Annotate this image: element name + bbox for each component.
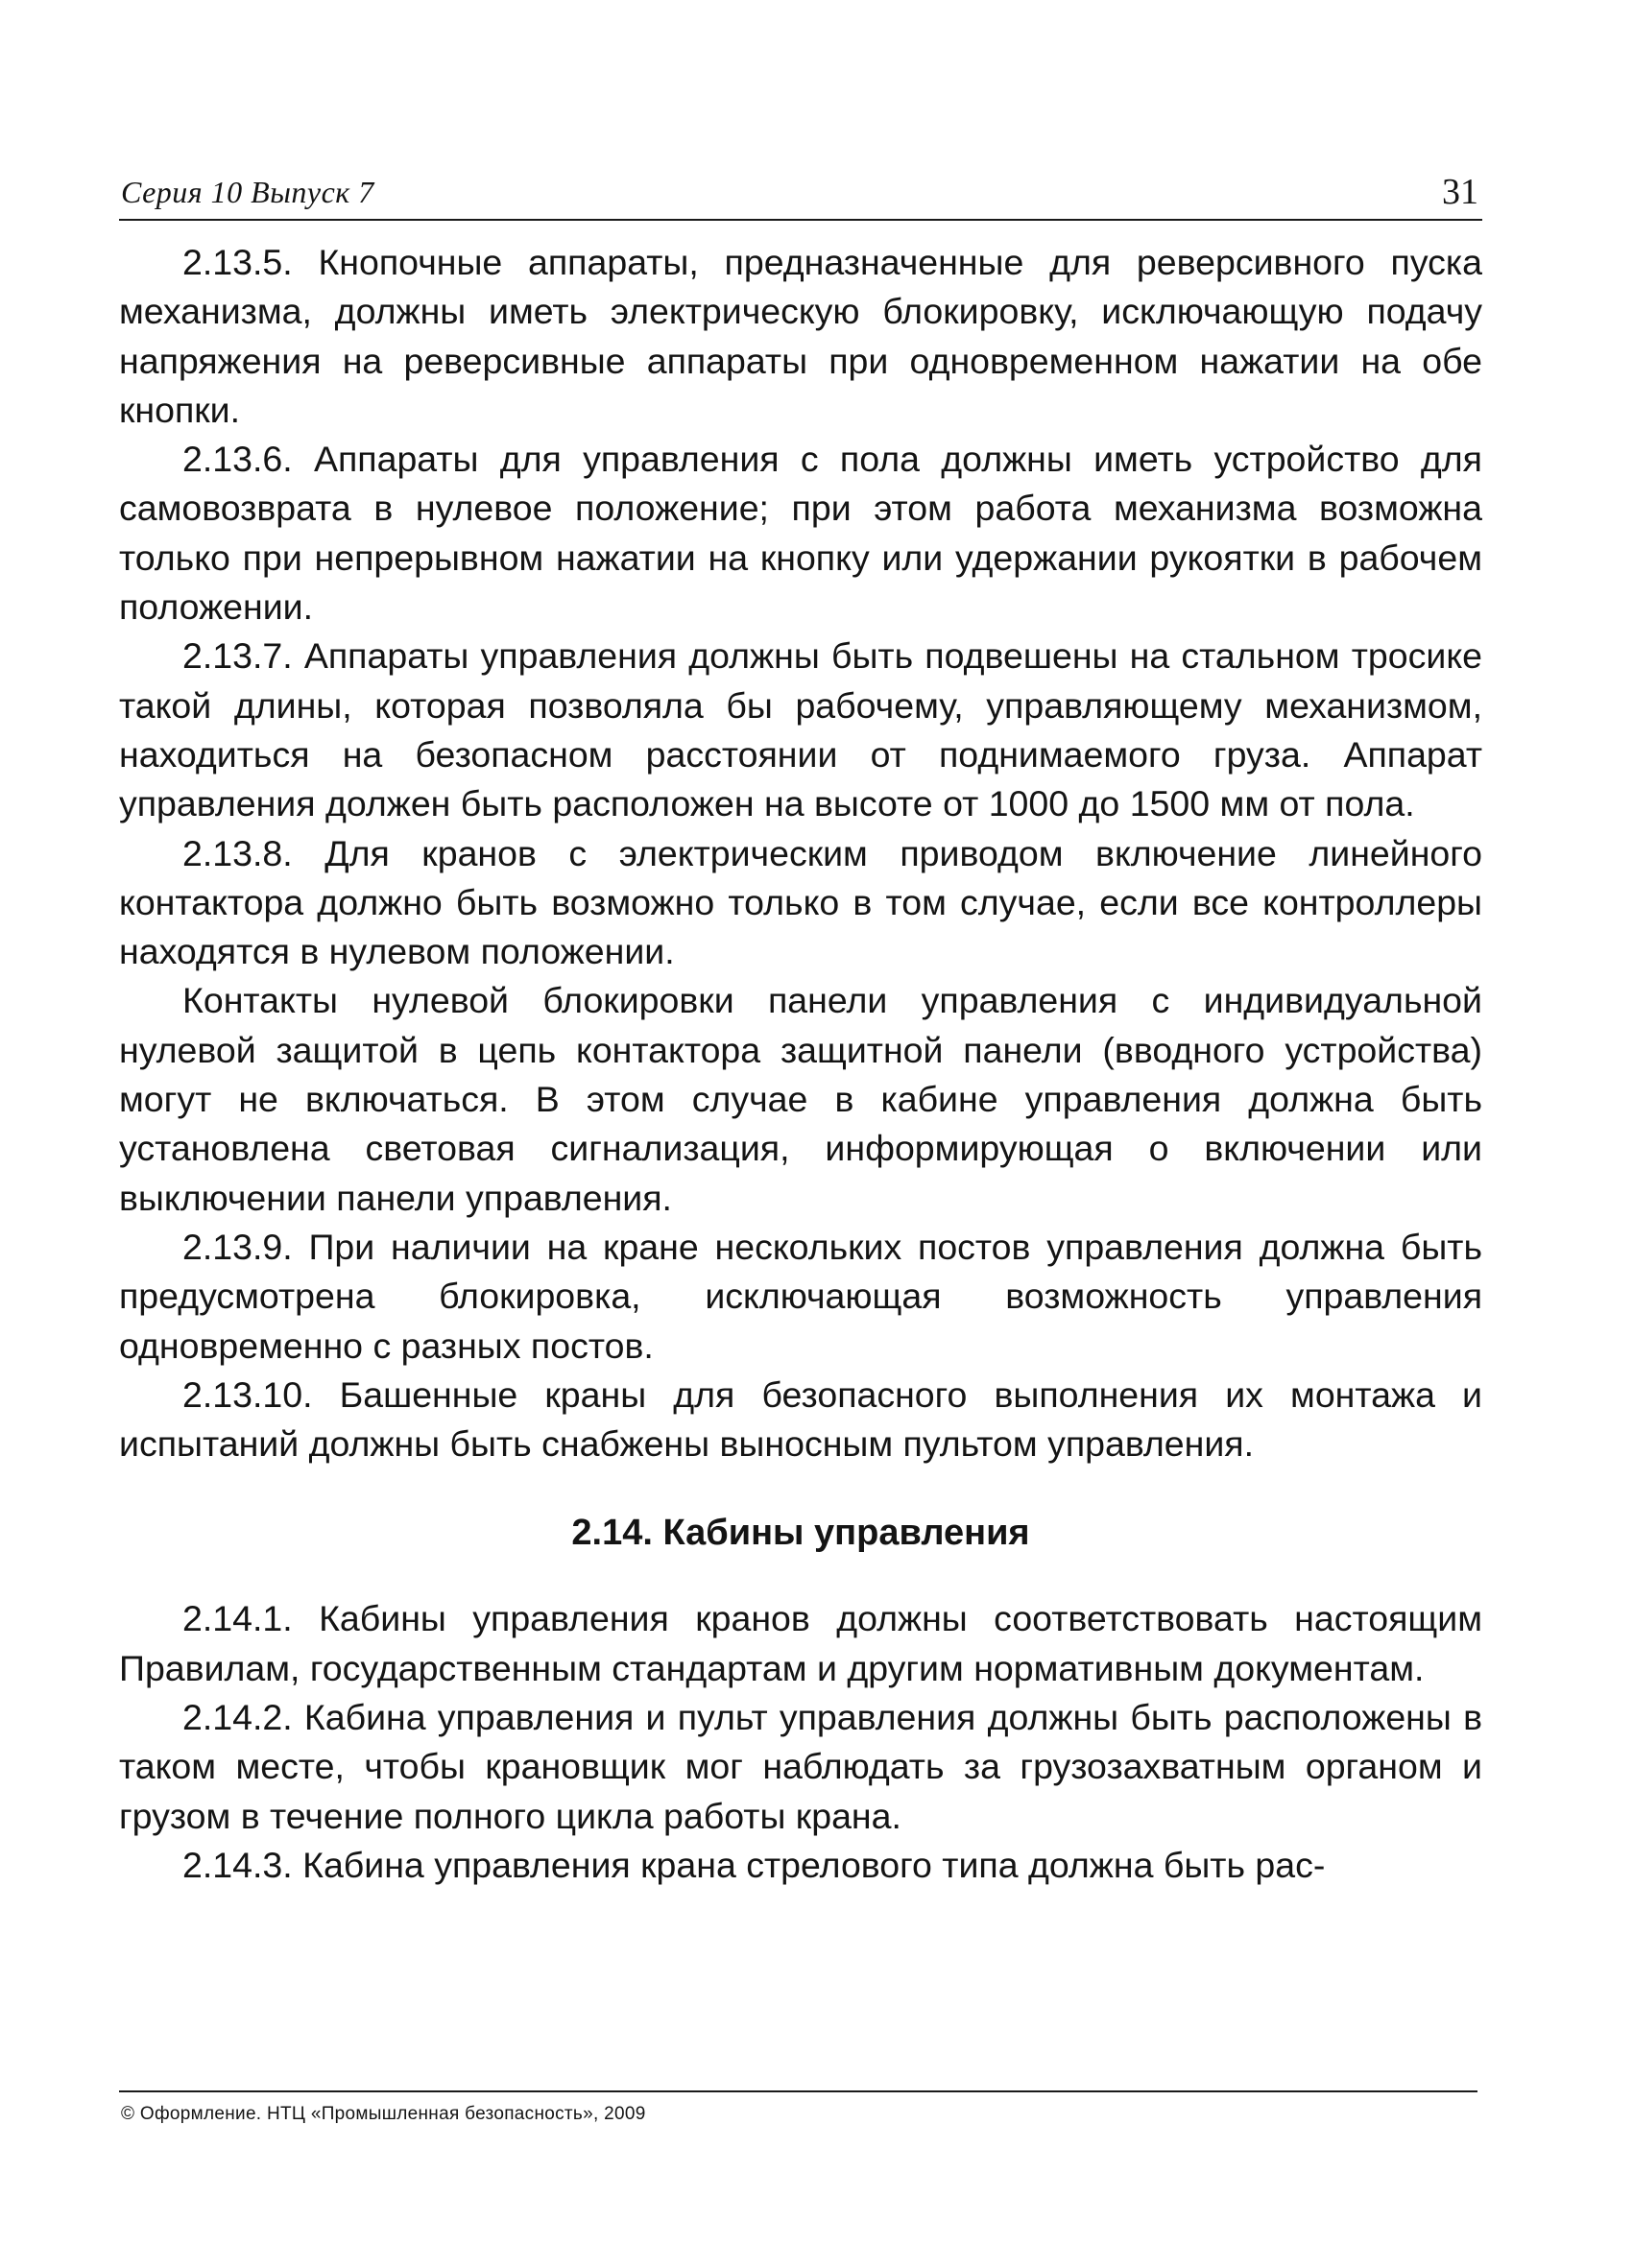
footer-divider bbox=[119, 2090, 1477, 2092]
paragraph-2-14-2: 2.14.2. Кабина управления и пульт управления должны быть расположены в таком месте, чтобы крановщик мог наблюдать за грузозахватным органом и грузом в течение полного цикла работы крана. bbox=[119, 1697, 1482, 1836]
body-text bbox=[119, 238, 1482, 1890]
paragraph-2-13-10: 2.13.10. Башенные краны для безопасного выполнения их монтажа и испытаний должны быть снабжены выносным пультом управления. bbox=[119, 1373, 1482, 1465]
page-number: 31 bbox=[1442, 172, 1478, 212]
paragraph-2-13-8: 2.13.8. Для кранов с электрическим приводом включение линейного контактора должно быть возможно только в том случае, если все контроллеры находятся в нулевом положении. bbox=[119, 832, 1482, 972]
series-title: Серия 10 Выпуск 7 bbox=[121, 175, 374, 209]
running-head bbox=[119, 161, 1482, 221]
paragraph-zero-interlock-contacts: Контакты нулевой блокировки панели управления с индивидуальной нулевой защитой в цепь контактора защитной панели (вводного устройства) могут не включаться. В этом случае в кабине управления должна быть установлена световая сигнализация, информирующая о включении или выключении панели управления. bbox=[119, 980, 1482, 1218]
document-page bbox=[119, 161, 1482, 2254]
paragraph-2-13-9: 2.13.9. При наличии на кране нескольких постов управления должна быть предусмотрена блокировка, исключающая возможность управления одновременно с разных постов. bbox=[119, 1226, 1482, 1366]
section-heading: 2.14. Кабины управления bbox=[571, 1513, 1030, 1554]
paragraph-2-14-3: 2.14.3. Кабина управления крана стрелового типа должна быть рас- bbox=[182, 1844, 1326, 1885]
footer-copyright: © Оформление. НТЦ «Промышленная безопасность», 2009 bbox=[121, 2104, 646, 2124]
paragraph-2-13-5: 2.13.5. Кнопочные аппараты, предназначенные для реверсивного пуска механизма, должны иметь электрическую блокировку, исключающую подачу напряжения на реверсивные аппараты при одновременном нажатии на обе кнопки. bbox=[119, 242, 1482, 430]
paragraph-2-14-1: 2.14.1. Кабины управления кранов должны соответствовать настоящим Правилам, государственным стандартам и другим нормативным документам. bbox=[119, 1598, 1482, 1688]
paragraph-2-13-7: 2.13.7. Аппараты управления должны быть подвешены на стальном тросике такой длины, которая позволяла бы рабочему, управляющему механизмом, находиться на безопасном расстоянии от поднимаемого груза. Аппарат управления должен быть расположен на высоте от 1000 до 1500 мм от пола. bbox=[119, 635, 1482, 824]
paragraph-2-13-6: 2.13.6. Аппараты для управления с пола должны иметь устройство для самовозврата в нулевое положение; при этом работа механизма возможна только при непрерывном нажатии на кнопку или удержании рукоятки в рабочем положении. bbox=[119, 439, 1482, 628]
